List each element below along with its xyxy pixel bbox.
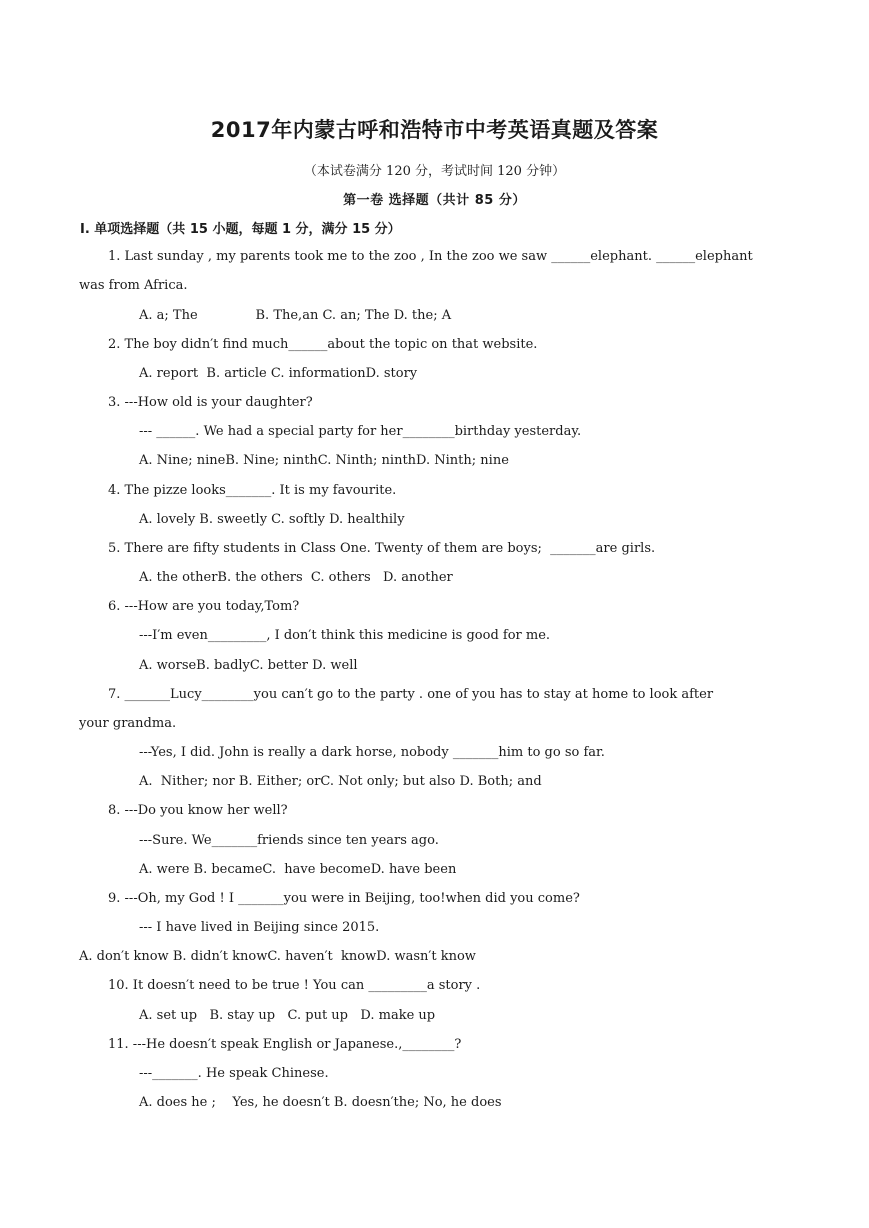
question-7-options: A. Nither; nor B. Either; orC. Not only; but also D. Both; and: [139, 774, 542, 789]
question-11-reply: ---_______. He speak Chinese.: [139, 1066, 329, 1081]
question-7-stem-cont: your grandma.: [79, 716, 177, 731]
question-6-reply: ---I′m even_________, I don′t think this medicine is good for me.: [139, 628, 551, 643]
question-5-options: A. the otherB. the others C. others D. another: [139, 570, 453, 585]
question-4-stem: 4. The pizze looks_______. It is my favourite.: [108, 483, 397, 498]
question-2-stem: 2. The boy didn′t find much______about the topic on that website.: [108, 337, 538, 352]
question-10-options: A. set up B. stay up C. put up D. make up: [139, 1008, 436, 1023]
volume-heading: 第一卷 选择题（共计 85 分）: [343, 193, 526, 208]
question-3-options: A. Nine; nineB. Nine; ninthC. Ninth; ninthD. Ninth; nine: [139, 453, 509, 468]
question-3-reply: --- ______. We had a special party for her________birthday yesterday.: [139, 424, 582, 439]
question-3-stem: 3. ---How old is your daughter?: [108, 395, 313, 410]
question-10-stem: 10. It doesn′t need to be true ! You can _________a story .: [108, 978, 481, 993]
question-7-stem: 7. _______Lucy________you can′t go to the party . one of you has to stay at home to look after: [108, 687, 714, 702]
question-11-options: A. does he ; Yes, he doesn′t B. doesn′the; No, he does: [139, 1095, 502, 1110]
question-5-stem: 5. There are fifty students in Class One. Twenty of them are boys; _______are girls.: [108, 541, 656, 556]
question-8-stem: 8. ---Do you know her well?: [108, 803, 288, 818]
question-6-options: A. worseB. badlyC. better D. well: [139, 658, 358, 673]
question-1-stem-cont: was from Africa.: [79, 278, 188, 293]
question-6-stem: 6. ---How are you today,Tom?: [108, 599, 300, 614]
question-7-reply: ---Yes, I did. John is really a dark horse, nobody _______him to go so far.: [139, 745, 605, 760]
question-1-options: A. a; The B. The,an C. an; The D. the; A: [139, 308, 452, 323]
exam-instructions: （本试卷满分 120 分，考试时间 120 分钟）: [303, 164, 566, 179]
question-8-options: A. were B. becameC. have becomeD. have been: [139, 862, 457, 877]
question-2-options: A. report B. article C. informationD. story: [139, 366, 418, 381]
question-1-stem: 1. Last sunday , my parents took me to the zoo , In the zoo we saw ______elephant. ______elephant: [108, 249, 753, 264]
question-9-options: A. don′t know B. didn′t knowC. haven′t knowD. wasn′t know: [79, 949, 476, 964]
question-9-stem: 9. ---Oh, my God ! I _______you were in Beijing, too!when did you come?: [108, 891, 580, 906]
question-9-reply: --- I have lived in Beijing since 2015.: [139, 920, 380, 935]
question-4-options: A. lovely B. sweetly C. softly D. healthily: [139, 512, 405, 527]
question-8-reply: ---Sure. We_______friends since ten years ago.: [139, 833, 439, 848]
section-heading: Ⅰ. 单项选择题（共 15 小题，每题 1 分，满分 15 分）: [80, 222, 401, 237]
page-title: 2017年内蒙古呼和浩特市中考英语真题及答案: [210, 118, 659, 142]
question-11-stem: 11. ---He doesn′t speak English or Japanese.,________?: [108, 1037, 462, 1052]
